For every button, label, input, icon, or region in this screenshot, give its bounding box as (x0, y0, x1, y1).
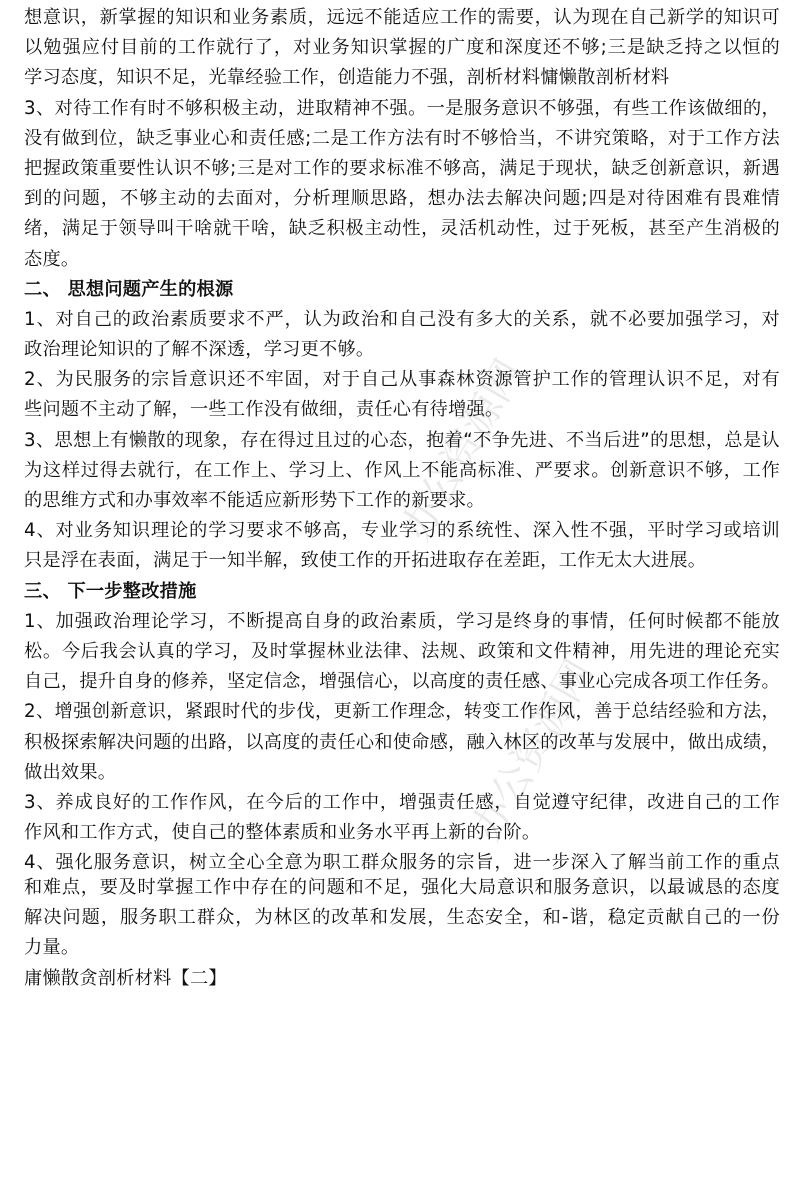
body-line: 到的问题，不够主动的去面对，分析理顺思路，想办法去解决问题;四是对待困难有畏难情 (24, 188, 780, 210)
body-line: 积极探索解决问题的出路，以高度的责任心和使命感，融入林区的改革与发展中，做出成绩， (24, 731, 780, 753)
body-line: 想意识，新掌握的知识和业务素质，远远不能适应工作的需要，认为现在自己新学的知识可 (24, 7, 780, 28)
body-line: 3、对待工作有时不够积极主动，进取精神不强。一是服务意识不够强，有些工作该做细的， (24, 97, 780, 119)
body-line: 以勉强应付目前的工作就行了，对业务知识掌握的广度和深度还不够;三是缺乏持之以恒的 (24, 37, 780, 59)
body-line: 解决问题，服务职工群众，为林区的改革和发展，生态安全，和-谐，稳定贡献自己的一份 (24, 907, 780, 929)
body-line: 政治理论知识的了解不深透，学习更不够。 (24, 339, 375, 361)
body-line: 些问题不主动了解，一些工作没有做细，责任心有待增强。 (24, 399, 504, 421)
document-section-continued (24, 873, 780, 994)
body-line: 作风和工作方式，使自己的整体素质和业务水平再上新的台阶。 (24, 822, 541, 844)
document-subtitle: 庸懒散贪剖析材料【二】 (24, 967, 227, 989)
section-heading: 三、 下一步整改措施 (24, 580, 197, 602)
body-line: 把握政策重要性认识不够;三是对工作的要求标准不够高，满足于现状，缺乏创新意识，新遇 (24, 157, 780, 179)
body-line: 松。今后我会认真的学习，及时掌握林业法律、法规、政策和文件精神，用先进的理论充实 (24, 640, 780, 662)
section-heading: 二、 思想问题产生的根源 (24, 278, 234, 300)
body-line: 1、加强政治理论学习，不断提高自身的政治素质，学习是终身的事情，任何时候都不能放 (24, 610, 780, 632)
body-line: 的思维方式和办事效率不能适应新形势下工作的新要求。 (24, 490, 485, 511)
body-line: 2、增强创新意识，紧跟时代的步伐，更新工作理念，转变工作作风，善于总结经验和方法， (24, 701, 780, 723)
watermark-1: 办公资源网 (393, 352, 533, 549)
body-line: 为这样过得去就行，在工作上、学习上、作风上不能高标准、严要求。创新意识不够，工作 (24, 459, 780, 481)
document-section-main (24, 3, 780, 878)
body-line: 2、为民服务的宗旨意识还不牢固，对于自己从事森林资源管护工作的管理认识不足，对有 (24, 369, 780, 391)
body-line: 力量。 (24, 937, 80, 959)
document-body (24, 3, 780, 878)
body-line: 做出效果。 (24, 761, 117, 783)
body-line: 3、思想上有懒散的现象，存在得过且过的心态，抱着“不争先进、不当后进”的思想，总是认 (24, 429, 780, 451)
body-line: 学习态度，知识不足，光靠经验工作，创造能力不强，剖析材料慵懒散剖析材料 (24, 67, 670, 89)
body-line: 3、养成良好的工作作风，在今后的工作中，增强责任感，自觉遵守纪律，改进自己的工作 (24, 791, 780, 813)
body-line: 绪，满足于领导叫干啥就干啥，缺乏积极主动性，灵活机动性，过于死板，甚至产生消极的 (24, 218, 780, 240)
body-line: 只是浮在表面，满足于一知半解，致使工作的开拓进取存在差距，工作无太大进展。 (24, 550, 707, 572)
body-line: 没有做到位，缺乏事业心和责任感;二是工作方法有时不够恰当，不讲究策略，对于工作方法 (24, 127, 780, 149)
body-line: 4、对业务知识理论的学习要求不够高，专业学习的系统性、深入性不强，平时学习或培训 (24, 520, 780, 542)
body-line: 自己，提升自身的修养，坚定信念，增强信心，以高度的责任感、事业心完成各项工作任务。 (24, 671, 780, 693)
body-line: 4、强化服务意识，树立全心全意为职工群众服务的宗旨，进一步深入了解当前工作的重点 (24, 852, 780, 874)
body-line: 态度。 (24, 248, 80, 270)
body-line: 和难点，要及时掌握工作中存在的问题和不足，强化大局意识和服务意识，以最诚恳的态度 (24, 877, 780, 898)
body-line: 1、对自己的政治素质要求不严，认为政治和自己没有多大的关系，就不必要加强学习，对 (24, 308, 780, 330)
watermark-2: 办公资源网 (463, 652, 603, 849)
